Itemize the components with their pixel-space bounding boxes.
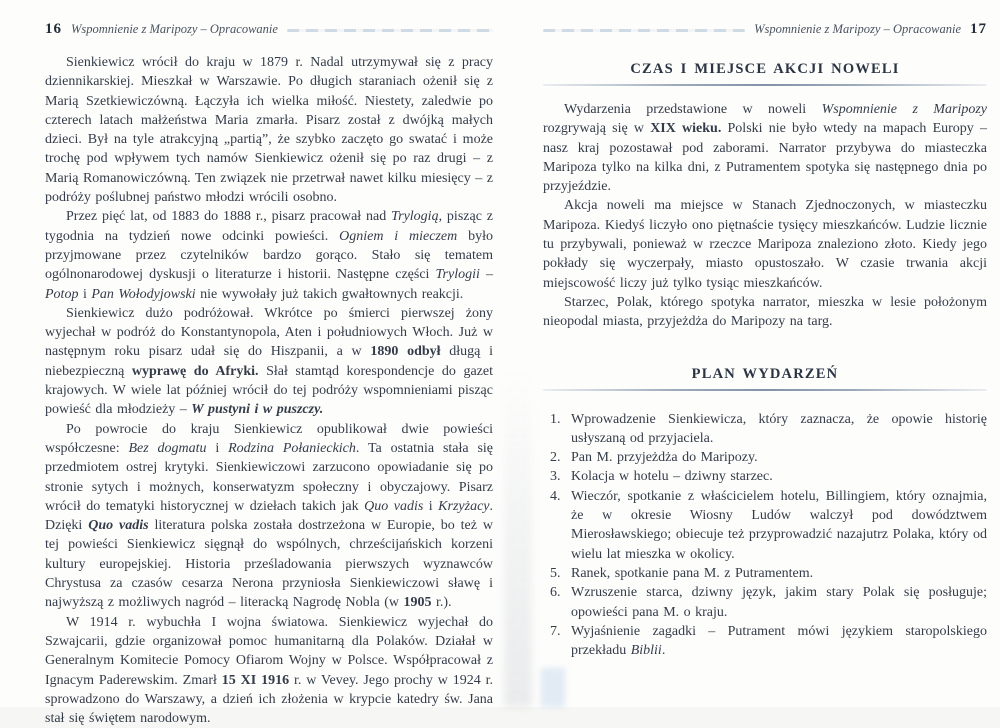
book-gutter-shadow	[504, 370, 532, 707]
section-title-rule	[543, 84, 987, 86]
plan-list-item	[543, 467, 987, 486]
page-number-left: 16	[45, 21, 62, 37]
paragraph: Wydarzenia przedstawione w noweli Wspomnienie z Maripozy rozgrywają się w XIX wieku. Polski nie było wtedy na mapach Europy – nasz kraj pozostawał pod zaborami. Narrator przybywa do miasteczka Maripoza tylko na kilka dni, z Putramentem spotyka się następnego dnia po przyjeździe.	[543, 102, 987, 195]
plan-item-number: 7.	[550, 623, 561, 639]
paragraph: W 1914 r. wybuchła I wojna światowa. Sienkiewicz wyjechał do Szwajcarii, gdzie organizował pomoc humanitarną dla Polaków. Działał w Generalnym Komitecie Pomocy Ofiarom Wojny w Polsce. Współpracował z Ignacym Paderewskim. Zmarł 15 XI 1916 r. w Vevey. Jego prochy w 1924 r. sprowadzono do Warszawy, a dzień ich złożenia w krypcie katedry św. Jana stał się świętem narodowym.	[45, 614, 493, 727]
plan-list-item	[543, 564, 987, 583]
paragraph: Przez pięć lat, od 1883 do 1888 r., pisarz pracował nad Trylogią, pisząc z tygodnia na tydzień nowe odcinki powieści. Ogniem i mieczem było przyjmowane przez czytelników bardzo gorąco. Stało się tematem ogólnonarodowej dyskusji o literaturze i historii. Następne części Trylogii – Potop i Pan Wołodyjowski nie wywołały już takich gwałtownych reakcji.	[45, 209, 493, 302]
section-event-plan	[543, 366, 987, 661]
header-rule-right	[543, 29, 745, 32]
plan-item-text: Wieczór, spotkanie z właścicielem hotelu, Billingiem, który oznajmia, że w okresie Wiosny Ludów walczył pod dowództwem Mierosławskiego; obiecuje też przyprowadzić nazajutrz Polaka, który od wielu lat mieszka w okolicy.	[571, 488, 987, 562]
plan-item-text: Wprowadzenie Sienkiewicza, który zaznacza, że opowie historię usłyszaną od przyjaciela.	[571, 411, 987, 446]
section-time-and-place	[543, 61, 987, 332]
section-title: CZAS I MIEJSCE AKCJI NOWELI	[630, 61, 900, 77]
plan-item-number: 5.	[550, 565, 561, 581]
section-title: PLAN WYDARZEŃ	[691, 365, 839, 382]
plan-item-number: 6.	[550, 585, 561, 601]
plan-item-text: Wyjaśnienie zagadki – Putrament mówi językiem staropolskiego przekładu Biblii.	[571, 623, 987, 659]
plan-item-text: Pan M. przyjeżdża do Maripozy.	[571, 450, 758, 466]
running-head-right	[543, 0, 987, 38]
running-title-right: Wspomnienie z Maripozy – Opracowanie	[754, 22, 961, 36]
header-rule-left	[287, 29, 493, 32]
plan-item-text: Wzruszenie starca, dziwny język, jakim stary Polak się posługuje; opowieści pana M. o kraju.	[571, 585, 987, 620]
plan-item-text: Ranek, spotkanie pana M. z Putramentem.	[571, 565, 814, 581]
section-title-rule	[543, 389, 987, 391]
page-left	[45, 0, 493, 728]
left-page-body	[45, 53, 493, 728]
plan-item-number: 2.	[550, 450, 561, 466]
plan-list-item	[543, 583, 987, 622]
plan-list-item	[543, 487, 987, 564]
paragraph: Po powrocie do kraju Sienkiewicz opublikował dwie powieści współczesne: Bez dogmatu i Rodzina Połanieckich. Ta ostatnia stała się przedmiotem ostrej krytyki. Sienkiewiczowi zarzucono opowiadanie się po stronie sytych i możnych, konserwatyzm społeczny i obyczajowy. Pisarz wrócił do tematyki historycznej w dziełach takich jak Quo vadis i Krzyżacy. Dzięki Quo vadis literatura polska została dostrzeżona w Europie, bo też w tej powieści Sienkiewicz sięgnął do wspólnych, chrześcijańskich korzeni kultury europejskiej. Historia prześladowania pierwszych wyznawców Chrystusa za czasów cesarza Nerona przyniosła Sienkiewiczowi sławę i najwyższą z możliwych nagród – literacką Nagrodę Nobla (w 1905 r.).	[45, 421, 493, 611]
page-number-right: 17	[970, 21, 987, 37]
plan-item-number: 1.	[550, 411, 561, 427]
plan-item-number: 4.	[550, 488, 561, 504]
scan-smudge	[541, 668, 565, 707]
page-right	[543, 0, 987, 660]
plan-list	[543, 410, 987, 661]
paragraph: Sienkiewicz wrócił do kraju w 1879 r. Nadal utrzymywał się z pracy dziennikarskiej. Mieszkał w Warszawie. Po długich staraniach ożenił się z Marią Szetkiewiczówną. Łączyła ich wielka miłość. Niestety, zaledwie po czterech latach małżeństwa Maria zmarła. Pisarz został z dwójką małych dzieci. Był na tyle atrakcyjną „partią”, że szybko zaczęto go swatać i może trochę pod wpływem tych namów Sienkiewicz ożenił się po raz drugi – z Marią Romanowiczówną. Ten związek nie przetrwał nawet kilku miesięcy – z podróży poślubnej państwo młodzi wrócili osobno.	[45, 55, 493, 206]
section-body	[543, 100, 987, 332]
plan-list-item	[543, 410, 987, 449]
paragraph: Starzec, Polak, którego spotyka narrator, mieszka w lesie położonym nieopodal miasta, przyjeżdża do Maripozy na targ.	[543, 294, 987, 330]
plan-list-item	[543, 448, 987, 467]
running-head-left	[45, 0, 493, 38]
running-title-left: Wspomnienie z Maripozy – Opracowanie	[71, 22, 278, 36]
plan-item-number: 3.	[550, 469, 561, 485]
paragraph: Sienkiewicz dużo podróżował. Wkrótce po śmierci pierwszej żony wyjechał w podróż do Konstantynopola, Aten i południowych Włoch. Już w następnym roku pisarz udał się do Hiszpanii, a w 1890 odbył długą i niebezpieczną wyprawę do Afryki. Słał stamtąd korespondencje do gazet krajowych. W wiele lat później wrócił do tej podróży wspomnieniami pisząc powieść dla młodzieży – W pustyni i w puszczy.	[45, 305, 493, 418]
plan-item-text: Kolacja w hotelu – dziwny starzec.	[571, 469, 773, 485]
plan-list-item	[543, 622, 987, 661]
paragraph: Akcja noweli ma miejsce w Stanach Zjednoczonych, w miasteczku Maripoza. Kiedyś liczyło ono piętnaście tysięcy mieszkańców. Ludzie licznie tu przybywali, ponieważ w rzeczce Maripoza znaleziono złoto. Kiedy jego pokłady się wyczerpały, miasto opustoszało. W czasie trwania akcji miejscowość liczy już tylko tysiąc mieszkańców.	[543, 198, 987, 291]
